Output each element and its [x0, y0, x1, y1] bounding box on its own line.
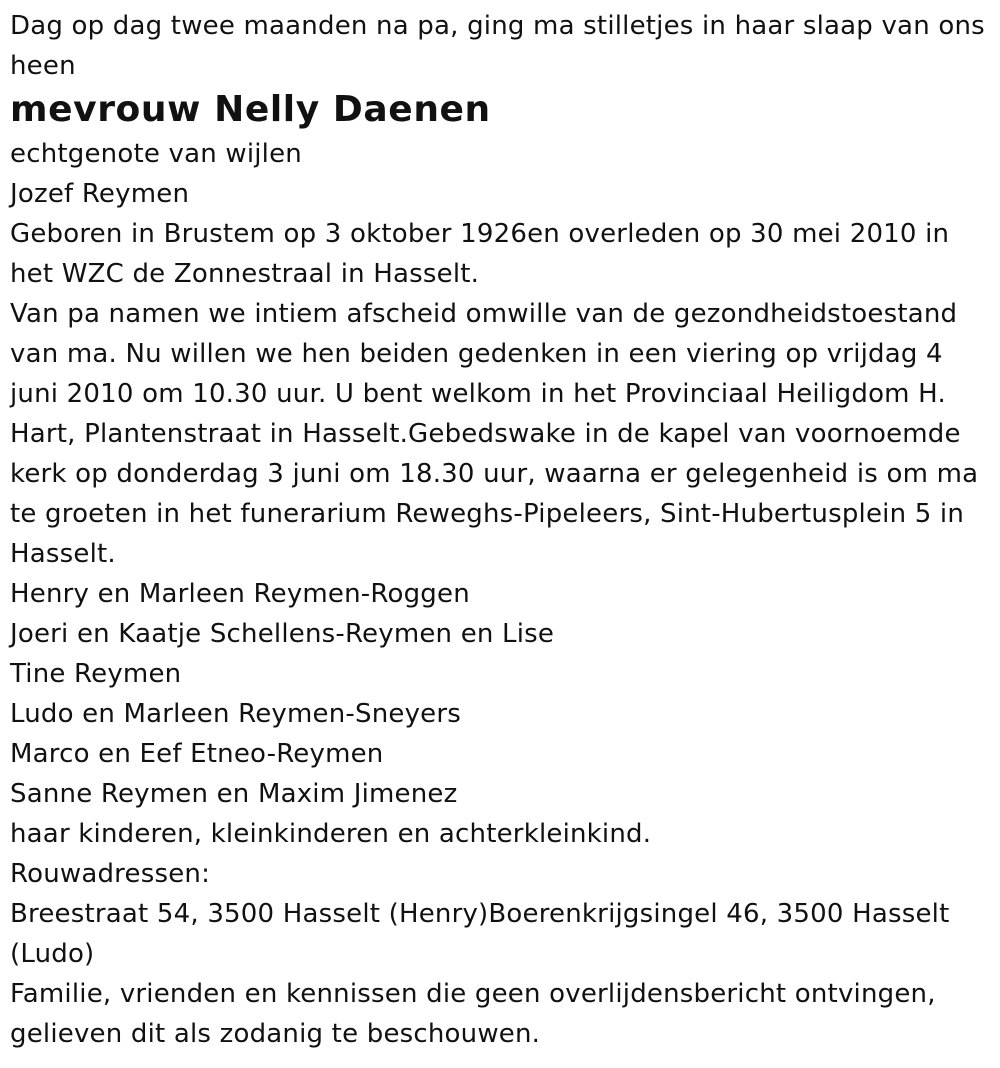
addresses-text: Breestraat 54, 3500 Hasselt (Henry)Boerenkrijgsingel 46, 3500 Hasselt (Ludo) — [10, 899, 950, 969]
family-relation: haar kinderen, kleinkinderen en achterkleinkind. — [10, 819, 652, 849]
spouse-label: echtgenote van wijlen — [10, 139, 302, 169]
death-notice — [10, 6, 990, 1054]
family-member: Henry en Marleen Reymen-Roggen — [10, 579, 470, 609]
ceremony-text: Van pa namen we intiem afscheid omwille van de gezondheidstoestand van ma. Nu willen we hen beiden gedenken in een viering op vrijdag 4 juni 2010 om 10.30 uur. U bent welkom in het Provinciaal Heiligdom H. Hart, Plantenstraat in Hasselt.Gebedswake in de kapel van voornoemde kerk op donderdag 3 juni om 18.30 uur, waarna er gelegenheid is om ma te groeten in het funerarium Reweghs-Pipeleers, Sint-Hubertusplein 5 in Hasselt. — [10, 299, 979, 569]
family-member: Ludo en Marleen Reymen-Sneyers — [10, 699, 461, 729]
family-member: Marco en Eef Etneo-Reymen — [10, 739, 384, 769]
deceased-name: mevrouw Nelly Daenen — [10, 89, 491, 130]
closing-text: Familie, vrienden en kennissen die geen overlijdensbericht ontvingen, gelieven dit als zodanig te beschouwen. — [10, 979, 936, 1049]
family-member: Sanne Reymen en Maxim Jimenez — [10, 779, 458, 809]
family-member: Joeri en Kaatje Schellens-Reymen en Lise — [10, 619, 555, 649]
addresses-label: Rouwadressen: — [10, 859, 211, 889]
birth-death-text: Geboren in Brustem op 3 oktober 1926en overleden op 30 mei 2010 in het WZC de Zonnestraal in Hasselt. — [10, 219, 950, 289]
spouse-name: Jozef Reymen — [10, 179, 190, 209]
intro-text: Dag op dag twee maanden na pa, ging ma stilletjes in haar slaap van ons heen — [10, 11, 985, 81]
family-member: Tine Reymen — [10, 659, 182, 689]
